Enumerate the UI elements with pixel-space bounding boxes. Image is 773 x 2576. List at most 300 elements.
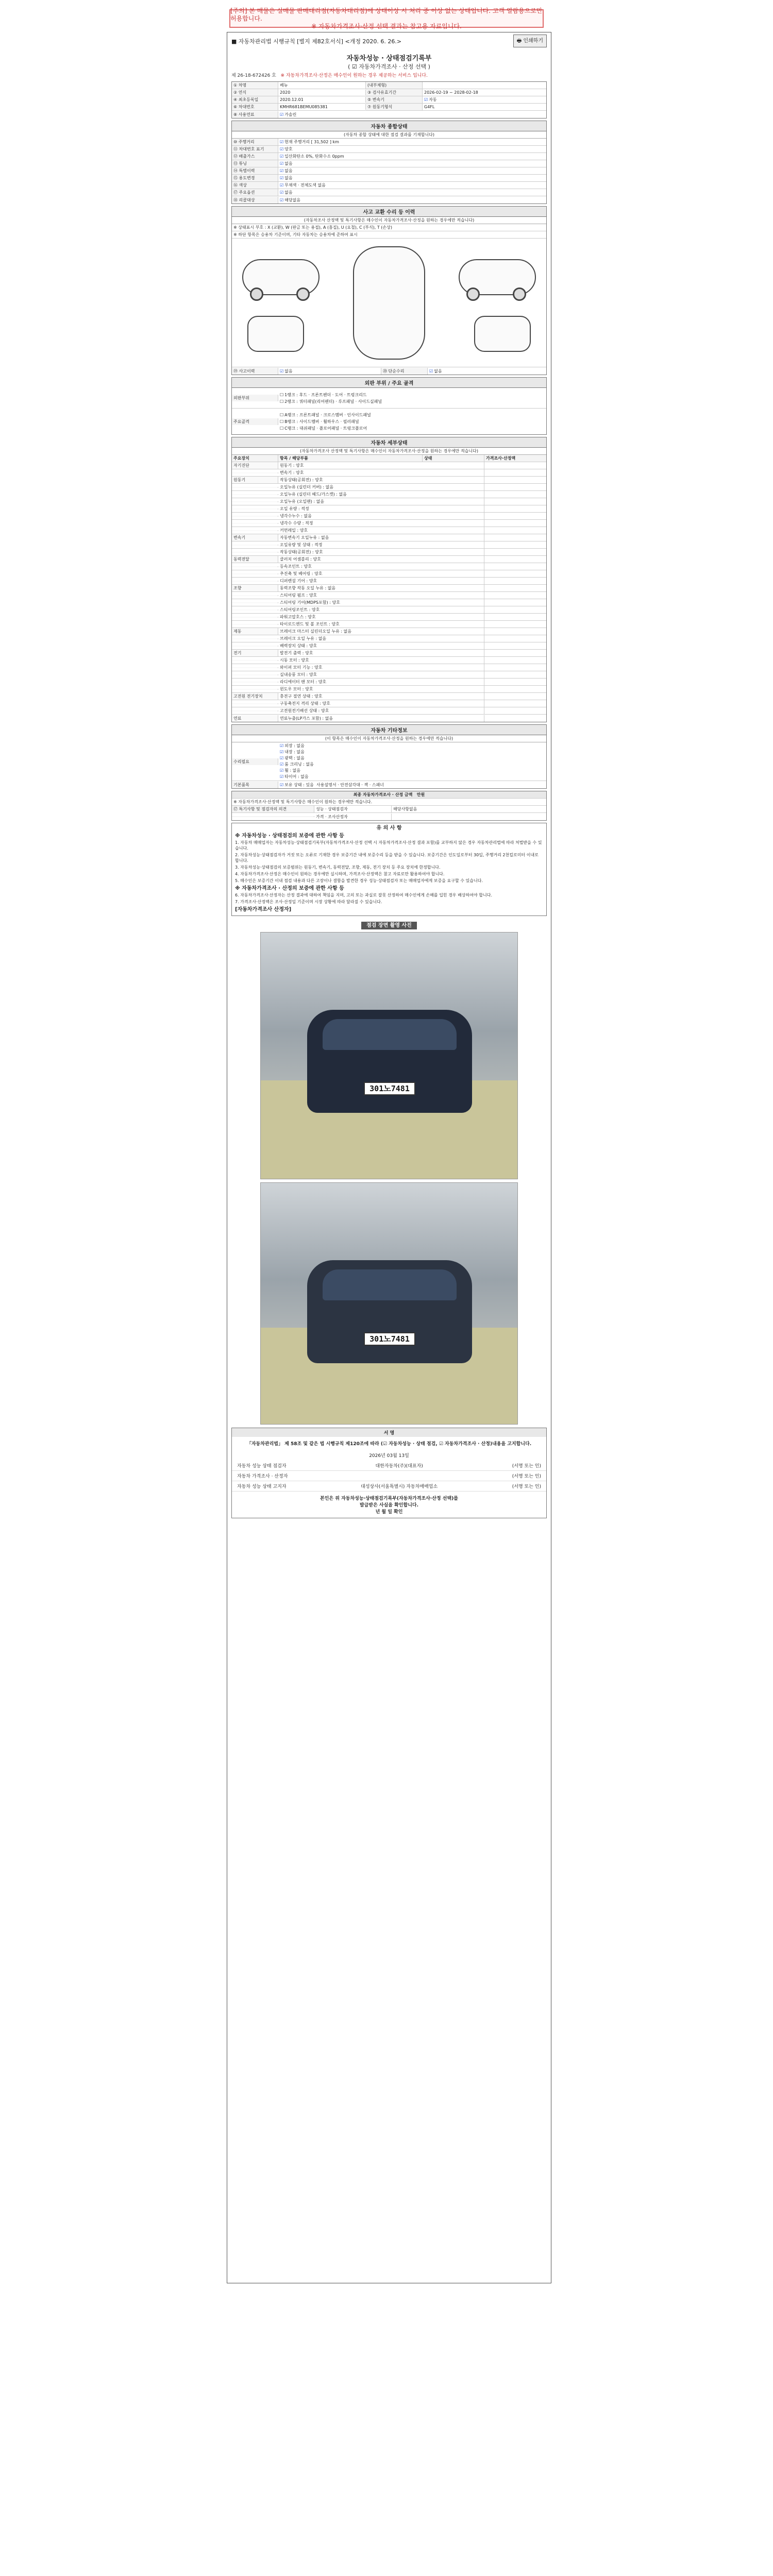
detail-item: 오일누유 (실린더 커버) : 없음 <box>278 484 484 490</box>
detail-group-name <box>232 530 278 531</box>
detail-group-name: 자기진단 <box>232 462 278 469</box>
photo-vehicle <box>307 1260 472 1363</box>
detail-group-name <box>232 487 278 488</box>
status-checkbox[interactable]: ☑ 없음 <box>280 168 293 173</box>
detail-group-name <box>232 667 278 668</box>
detail-row <box>232 650 546 657</box>
detail-row <box>232 614 546 621</box>
detail-row <box>232 592 546 599</box>
basic-label: (내부체형) <box>366 82 423 89</box>
detail-item: 브레이크 오일 누유 : 없음 <box>278 635 484 642</box>
detail-price-cell[interactable] <box>484 472 546 473</box>
section-subtitle: (자동차조사 산정액 및 특기사항은 매수인이 자동차가격조사·산정을 원하는 경우에만 적습니다) <box>232 217 546 224</box>
detail-group-name <box>232 494 278 495</box>
detail-row <box>232 707 546 715</box>
signature-field[interactable]: (서명 또는 인) <box>512 1464 541 1469</box>
signer-name: 대한자동차(주)(대표자) <box>375 1464 423 1469</box>
detail-row <box>232 563 546 570</box>
detail-row <box>232 642 546 650</box>
inspector-comment <box>392 816 546 817</box>
basic-label: ⑧ 사용연료 <box>232 111 278 118</box>
detail-group-name: 전기 <box>232 650 278 656</box>
detail-item: 충전구 절연 상태 : 양호 <box>278 693 484 700</box>
price-note: ※ 자동차가격조사·산정액 및 특기사항은 매수인이 원하는 경우에만 적습니다. <box>233 800 373 804</box>
detail-status-section <box>231 437 547 722</box>
parts-label: 주요골격 <box>232 418 278 425</box>
status-label: ⑱ 리콜대상 <box>232 197 278 204</box>
transmission-checkbox[interactable]: ☑ 자동 <box>424 97 437 102</box>
detail-row <box>232 491 546 498</box>
detail-item: 윈도우 모터 : 양호 <box>278 686 484 692</box>
detail-price-cell[interactable] <box>484 667 546 668</box>
photo-windshield <box>323 1019 457 1050</box>
detail-item: 고전원전기배선 상태 : 양호 <box>278 707 484 714</box>
reference-note: ※ 자동차가격조사·산정은 매수인이 원하는 경우 제공하는 서비스 입니다. <box>280 73 428 78</box>
basic-label: ① 차명 <box>232 82 278 89</box>
detail-item: 오일유량 및 상태 : 적정 <box>278 541 484 548</box>
parts-item[interactable]: ☐ 2랭크 : 쿼터패널(리어펜더) · 루프패널 · 사이드실패널 <box>280 398 545 405</box>
etc-item[interactable]: ☑ 광택 : 없음 <box>280 755 545 761</box>
etc-item[interactable]: ☑ 내장 : 없음 <box>280 749 545 755</box>
detail-price-cell[interactable] <box>484 624 546 625</box>
detail-price-cell[interactable] <box>484 646 546 647</box>
detail-item: 작동상태(공회전) : 양호 <box>278 477 484 483</box>
notes-heading: ※ 자동차가격조사 · 산정의 보증에 관한 사항 등 <box>235 886 344 891</box>
printer-icon: 🖶 <box>516 38 522 44</box>
detail-price-cell[interactable] <box>484 682 546 683</box>
status-label: ⑭ 특별이력 <box>232 167 278 174</box>
inspection-photo-rear <box>260 1182 518 1425</box>
detail-item: 냉각수누수 : 없음 <box>278 513 484 519</box>
detail-price-cell[interactable] <box>484 631 546 632</box>
detail-row <box>232 664 546 671</box>
print-button-label: 인쇄하기 <box>523 38 543 44</box>
status-checkbox[interactable]: ☑ 무채색 · 전체도색 없음 <box>280 183 326 188</box>
notes-section <box>231 823 547 916</box>
detail-group-name <box>232 573 278 574</box>
inspector-comment: 해당사항없음 <box>393 807 417 811</box>
signer-role: 자동차 가격조사 · 산정자 <box>237 1474 288 1479</box>
section-title: 외판 부위 / 주요 골격 <box>232 378 546 388</box>
basic-value: KMHR681BEMU085381 <box>278 104 366 110</box>
status-label: ⑮ 용도변경 <box>232 175 278 181</box>
status-label: ⑩ 주행거리 <box>232 139 278 145</box>
detail-row <box>232 585 546 592</box>
parts-label: 외판부위 <box>232 395 278 401</box>
detail-item: 배력장치 상태 : 양호 <box>278 642 484 649</box>
basic-label: ⑤ 변속기 <box>366 96 423 103</box>
status-label: ⑯ 색상 <box>232 182 278 189</box>
section-subtitle: (자동차 종합 상태에 대한 점검 결과를 기재합니다) <box>232 131 546 139</box>
detail-price-cell[interactable] <box>484 465 546 466</box>
detail-row <box>232 599 546 606</box>
detail-item: 파워고압호스 : 양호 <box>278 614 484 620</box>
detail-row <box>232 715 546 722</box>
status-checkbox[interactable]: ☑ 양호 <box>280 147 293 151</box>
detail-row <box>232 513 546 520</box>
status-label: ⑪ 차대번호 표기 <box>232 146 278 152</box>
inspector-label: ⑰ 특기사항 및 점검자의 의견 <box>232 806 314 812</box>
detail-price-cell[interactable] <box>484 581 546 582</box>
detail-group-name: 제동 <box>232 628 278 635</box>
signature-title: 서 명 <box>232 1428 546 1437</box>
detail-item: 시동 모터 : 양호 <box>278 657 484 664</box>
detail-price-cell[interactable] <box>484 552 546 553</box>
detail-group-name <box>232 660 278 661</box>
etc-item[interactable]: ☑ 외장 : 없음 <box>280 743 545 749</box>
detail-group-name: 변속기 <box>232 534 278 541</box>
detail-item: 스티어링 기어(MDPS포함) : 양호 <box>278 599 484 606</box>
detail-row <box>232 621 546 628</box>
status-checkbox[interactable]: ☑ 현재 주행거리 [ 31,502 ] km <box>280 140 339 144</box>
detail-head: 항목 / 해당부품 <box>278 455 423 462</box>
detail-price-cell[interactable] <box>484 660 546 661</box>
repair-checkbox[interactable]: ☑ 없음 <box>429 369 442 374</box>
price-unit: 만원 <box>416 792 425 797</box>
detail-item: 스티어링 펌프 : 양호 <box>278 592 484 599</box>
detail-item: 타이로드엔드 및 볼 조인트 : 양호 <box>278 621 484 628</box>
detail-group-name <box>232 602 278 603</box>
document-subtitle: ( ☑ 자동차가격조사 · 산정 선택 ) <box>348 63 430 70</box>
inspection-photo-front <box>260 932 518 1179</box>
detail-row <box>232 527 546 534</box>
etc-label: 수리필요 <box>232 758 278 765</box>
basic-value: 2020.12.01 <box>278 97 366 103</box>
detail-head: 상태 <box>423 455 484 462</box>
detail-price-cell[interactable] <box>484 509 546 510</box>
detail-item: 브레이크 마스터 실린더오일 누유 : 없음 <box>278 628 484 635</box>
status-checkbox[interactable]: ☑ 일산화탄소 0%, 탄화수소 0ppm <box>280 154 344 159</box>
detail-price-cell[interactable] <box>484 537 546 538</box>
detail-item: 오일누유 (오일팬) : 없음 <box>278 498 484 505</box>
etc-item-text: 사용설명서 · 안전삼각대 · 잭 · 스패너 <box>316 782 384 787</box>
detail-item: 커먼레일 : 양호 <box>278 527 484 534</box>
detail-item: 오일누유 (실린더 헤드/가스켓) : 없음 <box>278 491 484 498</box>
basic-row <box>232 111 546 118</box>
final-price-section <box>231 791 547 821</box>
detail-item: 자동변속기 오일누유 : 없음 <box>278 534 484 541</box>
detail-row <box>232 541 546 549</box>
detail-row <box>232 657 546 664</box>
document-header <box>227 32 551 49</box>
etc-item[interactable]: ☑ 보유 상태 : 있음 <box>280 783 314 787</box>
basic-row <box>232 104 546 111</box>
basic-label: ② 연식 <box>232 89 278 96</box>
signer-role: 자동차 성능 상태 점검자 <box>237 1464 287 1469</box>
signature-section <box>231 1428 547 1518</box>
detail-row <box>232 679 546 686</box>
status-checkbox[interactable]: ☑ 없음 <box>280 190 293 195</box>
detail-row <box>232 570 546 578</box>
detail-price-cell[interactable] <box>484 573 546 574</box>
detail-group-name <box>232 609 278 611</box>
detail-group-name: 조향 <box>232 585 278 591</box>
detail-group-name <box>232 682 278 683</box>
status-label: ⑬ 튜닝 <box>232 160 278 167</box>
signature-field[interactable]: (서명 또는 인) <box>512 1474 541 1479</box>
section-subtitle: (자동차가격조사 산정액 및 특기사항은 매수인이 자동차가격조사·산정을 원하는 경우에만 적습니다) <box>232 448 546 455</box>
legend-text: ※ 상태표시 부호 : X (교환), W (판금 또는 용접), A (흠집), U (요철), C (부식), T (손상) <box>233 225 393 230</box>
car-top-outline <box>353 246 425 360</box>
detail-group-name: 고전원 전기장치 <box>232 693 278 700</box>
accident-history-section <box>231 206 547 375</box>
status-checkbox[interactable]: ☑ 없음 <box>280 161 293 166</box>
detail-head: 가격조사·산정액 <box>486 456 516 461</box>
detail-item: 디퍼렌셜 기어 : 양호 <box>278 578 484 584</box>
detail-group-name <box>232 501 278 502</box>
inspector-role: 가격 · 조사산정자 <box>314 814 392 820</box>
detail-item: 발전기 출력 : 양호 <box>278 650 484 656</box>
basic-label: ⑦ 원동기형식 <box>366 104 423 110</box>
detail-price-cell[interactable] <box>484 588 546 589</box>
detail-price-cell[interactable] <box>484 718 546 719</box>
detail-item: 구동축전지 격리 상태 : 양호 <box>278 700 484 707</box>
footer-line: 본인은 위 자동차성능·상태점검기록부(자동차가격조사·산정 선택)를 <box>320 1496 458 1501</box>
detail-price-cell[interactable] <box>484 689 546 690</box>
license-plate: 301노7481 <box>364 1332 415 1346</box>
notes-title: 유 의 사 항 <box>376 825 402 831</box>
basic-label: ③ 검사유효기간 <box>366 89 423 96</box>
detail-price-cell[interactable] <box>484 487 546 488</box>
parts-item[interactable]: ☐ B랭크 : 사이드멤버 · 휠하우스 · 필러패널 <box>280 418 545 425</box>
overall-status-section <box>231 121 547 204</box>
status-label: ⑰ 주요옵션 <box>232 189 278 196</box>
detail-price-cell[interactable] <box>484 617 546 618</box>
detail-item: 와이퍼 모터 기능 : 양호 <box>278 664 484 671</box>
detail-group-name: 연료 <box>232 715 278 722</box>
section-title: 사고 교환 수리 등 이력 <box>232 207 546 217</box>
detail-price-cell[interactable] <box>484 638 546 639</box>
signature-line <box>232 1471 546 1481</box>
detail-price-cell[interactable] <box>484 609 546 611</box>
basic-row <box>232 82 546 89</box>
other-info-section <box>231 724 547 789</box>
detail-group-name: 동력전달 <box>232 556 278 563</box>
print-button[interactable] <box>513 35 547 47</box>
detail-row <box>232 606 546 614</box>
photo-vehicle <box>307 1010 472 1113</box>
detail-price-cell[interactable] <box>484 523 546 524</box>
detail-item: 스티어링조인트 : 양호 <box>278 606 484 613</box>
signature-line <box>232 1481 546 1492</box>
wheel-icon <box>296 287 310 301</box>
detail-row <box>232 700 546 707</box>
signature-line <box>232 1461 546 1471</box>
detail-group-name <box>232 638 278 639</box>
section-title: 자동차 세부상태 <box>232 437 546 448</box>
detail-row <box>232 671 546 679</box>
signature-date: 2026년 03월 13일 <box>369 1453 409 1459</box>
license-plate: 301노7481 <box>364 1082 415 1095</box>
note-paragraph: 6. 자동차가격조사·산정자는 산정 결과에 대하여 책임을 지며, 고의 또는 과실로 잘못 산정하여 매수인에게 손해를 입힌 경우 배상하여야 합니다. <box>235 893 492 897</box>
detail-item: 클러치 어셈블리 : 양호 <box>278 556 484 563</box>
basic-value: G4FL <box>424 105 435 109</box>
detail-group-name <box>232 703 278 704</box>
signer-name: 대성상사(서울특별시) 자동차매매업소 <box>361 1484 438 1489</box>
note-paragraph: 2. 자동차성능·상태점검자가 거짓 또는 오류로 기재한 경우 보증기간 내에 보증수리 등을 받을 수 있습니다. 보증기간은 인도일로부터 30일, 주행거리 2천킬로미터 이내로 합니다. <box>235 853 539 863</box>
note-paragraph: 4. 자동차가격조사·산정은 매수인이 원하는 경우에만 실시하며, 가격조사·산정액은 참고 자료로만 활용하여야 합니다. <box>235 872 445 876</box>
detail-row <box>232 578 546 585</box>
note-paragraph: 7. 가격조사·산정액은 조사·산정일 기준이며 시장 상황에 따라 달라질 수 있습니다. <box>235 900 382 904</box>
detail-price-cell[interactable] <box>484 595 546 596</box>
repair-label: ⑳ 단순수리 <box>381 368 428 375</box>
note-paragraph: 1. 자동차 매매업자는 자동차성능·상태점검기록부(자동차가격조사·산정 선택 시 자동차가격조사·산정 결과 포함)를 교부하지 않은 경우 자동차관리법에 따라 처벌받을 수 있습니다. <box>235 840 542 851</box>
detail-row <box>232 462 546 469</box>
detail-row <box>232 549 546 556</box>
detail-row <box>232 505 546 513</box>
basic-value: 베뉴 <box>278 82 366 89</box>
detail-price-cell[interactable] <box>484 559 546 560</box>
footer-line: 년 월 일 확인 <box>375 1510 403 1515</box>
wheel-icon <box>513 287 526 301</box>
detail-row <box>232 693 546 700</box>
status-checkbox[interactable]: ☑ 해당없음 <box>280 198 300 202</box>
parts-section <box>231 377 547 435</box>
regulation-reference: ■ 자동차관리법 시행규칙 [별지 제82호서식] <개정 2020. 6. 26.> <box>231 38 402 45</box>
price-title: 최종 자동차가격조사 · 산정 금액 <box>353 792 413 797</box>
parts-item[interactable]: ☐ 1랭크 : 후드 · 프론트펜더 · 도어 · 트렁크리드 <box>280 392 545 398</box>
detail-item: 변속기 : 양호 <box>278 469 484 476</box>
detail-head: 주요장치 <box>232 455 278 462</box>
detail-price-cell[interactable] <box>484 653 546 654</box>
basic-label: ⑥ 차대번호 <box>232 104 278 110</box>
detail-price-cell[interactable] <box>484 696 546 697</box>
detail-group-name <box>232 509 278 510</box>
detail-price-cell[interactable] <box>484 501 546 502</box>
detail-price-cell[interactable] <box>484 602 546 603</box>
detail-row <box>232 534 546 541</box>
car-front-outline <box>247 316 304 352</box>
detail-item: 등속조인트 : 양호 <box>278 563 484 570</box>
detail-row <box>232 469 546 477</box>
detail-row <box>232 520 546 527</box>
inspection-record-document <box>227 32 551 2283</box>
detail-item: 작동상태(공회전) : 양호 <box>278 549 484 555</box>
signer-role: 자동차 성능 상태 고지자 <box>237 1484 287 1489</box>
detail-group-name <box>232 689 278 690</box>
notice-line-2: ※ 자동차가격조사·산정 선택 결과는 참고용 자료입니다. <box>311 22 462 30</box>
basic-value: 2026-02-19 ~ 2028-02-18 <box>424 90 478 95</box>
car-rear-outline <box>474 316 531 352</box>
reference-line <box>227 71 551 79</box>
parts-item[interactable]: ☐ A랭크 : 프론트패널 · 크로스멤버 · 인사이드패널 <box>280 412 545 418</box>
detail-item: 냉각수 수량 : 적정 <box>278 520 484 527</box>
notice-line-1: [주의] 본 매물은 실매물 판매대리점(자동차대리점)에 상태이상 시 처리 중 이상 없는 상태입니다. 고객 열람용으로만 허용합니다. <box>230 7 543 22</box>
note-paragraph: 5. 매수인은 보증기간 이내 점검 내용과 다른 고장이나 결함을 발견한 경우 성능·상태점검자 또는 매매업자에게 보증을 요구할 수 있습니다. <box>235 878 483 883</box>
detail-group-name <box>232 646 278 647</box>
status-label: ⑫ 배출가스 <box>232 153 278 160</box>
section-title: 자동차 종합상태 <box>232 121 546 131</box>
detail-item: 동력조향 작동 오일 누유 : 없음 <box>278 585 484 591</box>
basic-row <box>232 96 546 104</box>
detail-price-cell[interactable] <box>484 674 546 675</box>
detail-price-cell[interactable] <box>484 480 546 481</box>
detail-group-name <box>232 595 278 596</box>
notes-heading: [자동차가격조사 산정자] <box>235 907 292 912</box>
footer-line: 발급받은 사실을 확인합니다. <box>359 1503 418 1508</box>
detail-price-cell[interactable] <box>484 566 546 567</box>
detail-group-name <box>232 472 278 473</box>
etc-item[interactable]: ☑ 휠 : 없음 <box>280 768 545 774</box>
photo-rear-window <box>323 1269 457 1300</box>
legend-text: ※ 하단 항목은 승용차 기준이며, 기타 자동차는 승용차에 준하여 표시 <box>233 232 358 237</box>
etc-label: 기본품목 <box>232 782 278 788</box>
detail-price-cell[interactable] <box>484 703 546 704</box>
detail-price-cell[interactable] <box>484 530 546 531</box>
detail-row <box>232 556 546 563</box>
detail-group-name <box>232 523 278 524</box>
document-title: 자동차성능 · 상태점검기록부 <box>346 55 432 62</box>
note-paragraph: 3. 자동차성능·상태점검의 보증범위는 원동기, 변속기, 동력전달, 조향, 제동, 전기 장치 등 주요 장치에 한정합니다. <box>235 865 441 870</box>
accident-label: ⑲ 사고이력 <box>232 368 278 375</box>
detail-row <box>232 477 546 484</box>
status-checkbox[interactable]: ☑ 없음 <box>280 176 293 180</box>
detail-item: 오일 유량 : 적정 <box>278 505 484 512</box>
detail-group-name <box>232 624 278 625</box>
detail-group-name <box>232 516 278 517</box>
detail-group-name <box>232 552 278 553</box>
accident-checkbox[interactable]: ☑ 없음 <box>280 369 293 374</box>
detail-row <box>232 484 546 491</box>
basic-value: 2020 <box>278 90 366 95</box>
inspector-label-empty <box>232 816 314 817</box>
detail-item: 연료누출(LP가스 포함) : 없음 <box>278 715 484 722</box>
basic-row <box>232 89 546 96</box>
section-title: 자동차 기타정보 <box>232 725 546 735</box>
detail-row <box>232 686 546 693</box>
detail-item: 원동기 : 양호 <box>278 462 484 469</box>
parts-item[interactable]: ☐ C랭크 : 대쉬패널 · 플로어패널 · 트렁크플로어 <box>280 425 545 432</box>
detail-row <box>232 498 546 505</box>
detail-group-name <box>232 566 278 567</box>
wheel-icon <box>466 287 480 301</box>
notes-heading: ※ 자동차성능 · 상태점검의 보증에 관한 사항 등 <box>235 833 344 839</box>
vehicle-diagram <box>232 239 546 367</box>
wheel-icon <box>250 287 263 301</box>
detail-row <box>232 628 546 635</box>
detail-price-cell[interactable] <box>484 516 546 517</box>
detail-price-cell[interactable] <box>484 494 546 495</box>
detail-row <box>232 635 546 642</box>
detail-group-name <box>232 710 278 711</box>
basic-label: ④ 최초등록일 <box>232 96 278 103</box>
section-subtitle: (이 항목은 매수인이 자동차가격조사·산정을 원하는 경우에만 적습니다) <box>232 735 546 742</box>
basic-info-section <box>231 81 547 118</box>
signature-statement: 「자동차관리법」 제 58조 및 같은 법 시행규칙 제120조에 따라 (☑ 자동차성능 · 상태 점검, ☑ 자동차가격조사 · 산정)내용을 고지합니다. <box>246 1442 532 1447</box>
confirmation-footer <box>232 1492 546 1518</box>
detail-price-cell[interactable] <box>484 710 546 711</box>
detail-price-cell[interactable] <box>484 545 546 546</box>
reference-number: 제 26-18-672426 호 <box>231 73 276 78</box>
etc-item[interactable]: ☑ 룸 크리닝 : 없음 <box>280 761 545 768</box>
detail-group-name <box>232 617 278 618</box>
etc-item[interactable]: ☑ 타이어 : 없음 <box>280 774 545 780</box>
detail-item: 추진축 및 베어링 : 양호 <box>278 570 484 577</box>
basic-value <box>423 85 546 86</box>
detail-group-name: 원동기 <box>232 477 278 483</box>
detail-item: 라디에이터 팬 모터 : 양호 <box>278 679 484 685</box>
detail-group-name <box>232 545 278 546</box>
warning-notice <box>229 9 544 28</box>
inspector-role: 성능 · 상태점검자 <box>314 806 392 812</box>
detail-group-name <box>232 581 278 582</box>
photos-title: 점검 장면 촬영 사진 <box>361 922 417 929</box>
detail-item: 실내송풍 모터 : 양호 <box>278 671 484 678</box>
detail-group-name <box>232 674 278 675</box>
signature-field[interactable]: (서명 또는 인) <box>512 1484 541 1489</box>
detail-groups <box>232 462 546 722</box>
fuel-checkbox[interactable]: ☑ 가솔린 <box>280 112 296 117</box>
